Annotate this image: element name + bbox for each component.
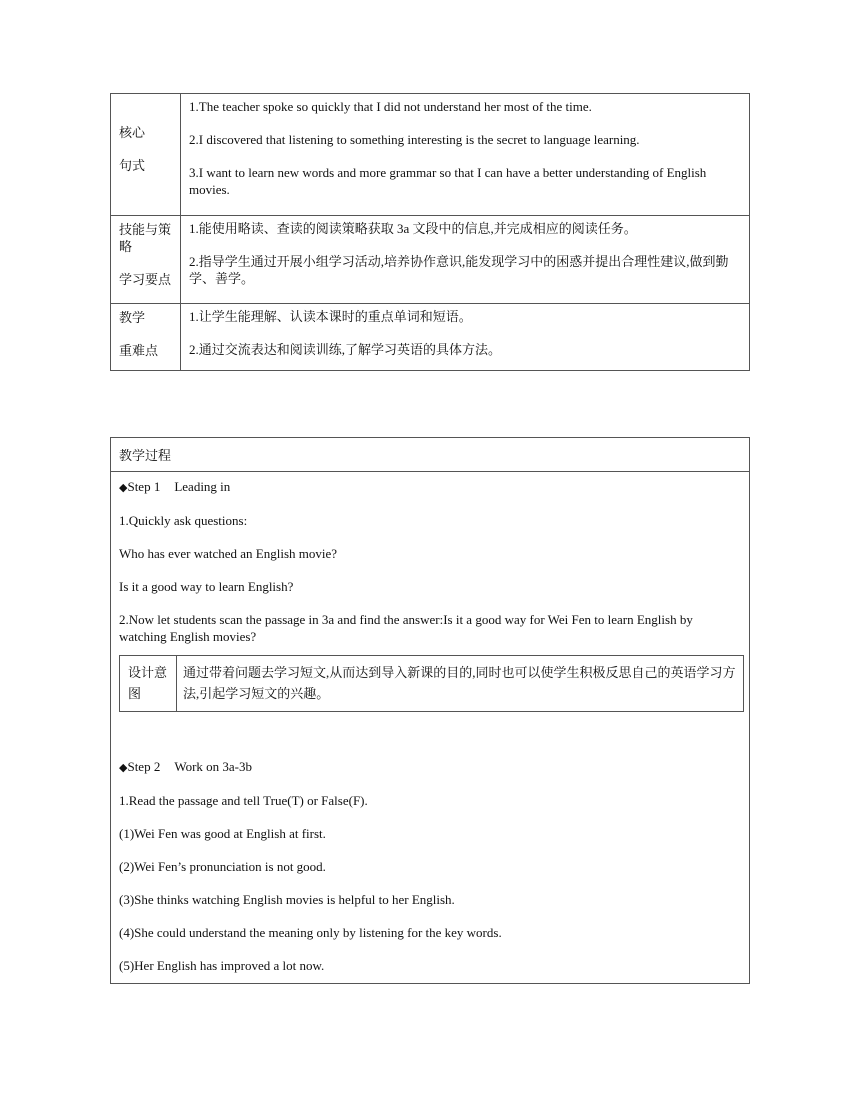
list-item: 2.I discovered that listening to something interesting is the secret to language learning. (189, 132, 640, 147)
list-item: 1.让学生能理解、认读本课时的重点单词和短语。 (189, 309, 472, 324)
label-line: 略 (119, 239, 133, 254)
list-item: 3.I want to learn new words and more grammar so that I can have a better understanding of English movies. (189, 165, 707, 197)
label-line: 句式 (119, 158, 146, 173)
step-label: Step 1 (127, 479, 161, 494)
section-header: 教学过程 (111, 438, 749, 472)
design-intent-text: 通过带着问题去学习短文,从而达到导入新课的目的,同时也可以使学生积极反思自己的英语学习方法,引起学习短文的兴趣。 (183, 665, 736, 701)
list-item: (2)Wei Fen’s pronunciation is not good. (119, 859, 326, 874)
label-line: 教学 (119, 310, 146, 325)
table-row-focus (111, 304, 749, 370)
label-line: 重难点 (119, 343, 159, 358)
teaching-process-table (110, 437, 750, 984)
step-title: Work on 3a-3b (174, 759, 253, 774)
diamond-icon: ◆ (119, 761, 128, 774)
step-heading (119, 478, 749, 496)
list-item: 1.The teacher spoke so quickly that I did not understand her most of the time. (189, 99, 592, 114)
objectives-table (110, 93, 750, 371)
diamond-icon: ◆ (119, 481, 128, 494)
list-item: Who has ever watched an English movie? (119, 546, 338, 561)
label-line: 技能与策 (119, 222, 172, 237)
list-item: (5)Her English has improved a lot now. (119, 958, 325, 973)
table-row-skills (111, 216, 749, 304)
list-item: (4)She could understand the meaning only by listening for the key words. (119, 925, 502, 940)
row-label (111, 94, 181, 215)
list-item: (3)She thinks watching English movies is helpful to her English. (119, 892, 455, 907)
row-content (181, 94, 749, 215)
list-item: 1.Quickly ask questions: (119, 513, 248, 528)
step-heading (119, 758, 749, 776)
label-line: 核心 (119, 125, 146, 140)
list-item: Is it a good way to learn English? (119, 579, 294, 594)
label-line: 学习要点 (119, 272, 172, 287)
list-item: 1.能使用略读、查读的阅读策略获取 3a 文段中的信息,并完成相应的阅读任务。 (189, 221, 637, 236)
list-item: (1)Wei Fen was good at English at first. (119, 826, 326, 841)
row-label (111, 304, 181, 370)
table-row-key-sentences (111, 94, 749, 216)
row-content (181, 304, 749, 370)
design-intent-box (119, 655, 744, 712)
row-content (181, 216, 749, 303)
step-title: Leading in (174, 479, 231, 494)
list-item: 2.Now let students scan the passage in 3a and find the answer:Is it a good way for Wei Fen to learn English by watching English movies? (119, 612, 693, 644)
step-label: Step 2 (127, 759, 161, 774)
design-intent-label: 设计意图 (120, 656, 177, 711)
list-item: 2.指导学生通过开展小组学习活动,培养协作意识,能发现学习中的困惑并提出合理性建议,做到勤学、善学。 (189, 254, 729, 286)
process-body (111, 472, 749, 974)
list-item: 1.Read the passage and tell True(T) or False(F). (119, 793, 368, 808)
row-label (111, 216, 181, 303)
list-item: 2.通过交流表达和阅读训练,了解学习英语的具体方法。 (189, 342, 502, 357)
